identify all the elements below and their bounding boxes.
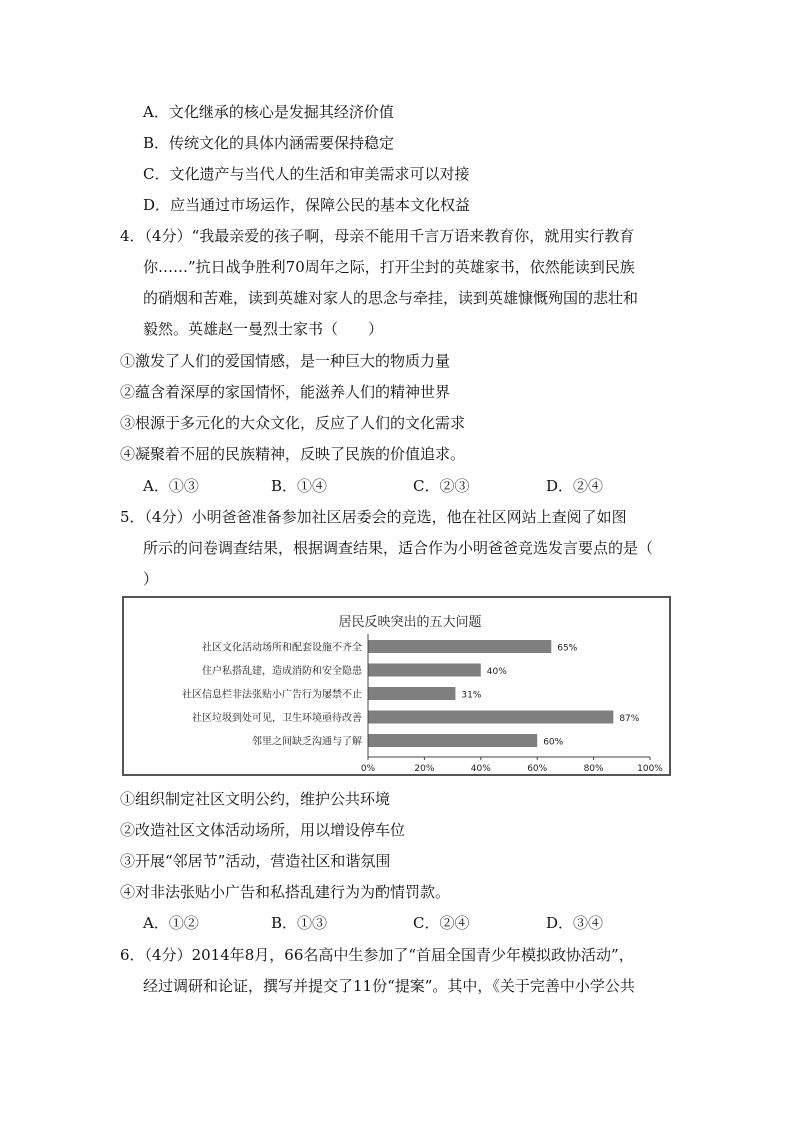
q4-option-d: D．②④: [546, 477, 604, 495]
x-tick-label: 40%: [470, 764, 491, 774]
q4-stem-line-2: 你……”抗日战争胜利70周年之际，打开尘封的英雄家书，依然能读到民族: [143, 258, 635, 276]
q5-option-c: C．②④: [413, 914, 470, 932]
survey-bar-chart: [122, 596, 671, 776]
category-label: 邻里之间缺乏沟通与了解: [252, 736, 362, 748]
q5-stem-line-3: ）: [143, 570, 159, 588]
bar-value-label: 87%: [619, 714, 640, 724]
bar-value-label: 40%: [486, 667, 507, 677]
q5-statement-3: ③开展“邻居节”活动，营造社区和谐氛围: [120, 852, 391, 870]
x-tick-label: 100%: [637, 764, 663, 774]
q5-stem-line-1: 5．（4分）小明爸爸准备参加社区居委会的竞选，他在社区网站上查阅了如图: [120, 508, 627, 526]
bar: [368, 640, 551, 653]
category-label: 住户私搭乱建，造成消防和安全隐患: [202, 666, 362, 677]
q3-option-c: C．文化遗产与当代人的生活和审美需求可以对接: [143, 165, 470, 183]
q4-statement-4: ④凝聚着不屈的民族精神，反映了民族的价值追求。: [120, 445, 466, 463]
q5-options: [143, 913, 703, 933]
q4-statement-2: ②蕴含着深厚的家国情怀，能滋养人们的精神世界: [120, 383, 451, 401]
q5-statement-2: ②改造社区文体活动场所，用以增设停车位: [120, 821, 406, 839]
bar-value-label: 65%: [557, 643, 578, 654]
q4-options: [143, 476, 703, 496]
q4-stem-line-4: 毅然。英雄赵一曼烈士家书（ ）: [143, 320, 384, 338]
q4-option-b: B．①④: [271, 477, 328, 495]
q4-stem-line-1: 4．（4分）“我最亲爱的孩子啊，母亲不能用千言万语来教育你，就用实行教育: [120, 227, 635, 245]
q4-option-c: C．②③: [413, 477, 470, 495]
q5-option-b: B．①③: [271, 914, 328, 932]
q5-statement-1: ①组织制定社区文明公约，维护公共环境: [120, 790, 391, 808]
q5-stem-line-2: 所示的问卷调查结果，根据调查结果，适合作为小明爸爸竞选发言要点的是（: [143, 539, 654, 557]
q6-stem-line-1: 6．（4分）2014年8月，66名高中生参加了“首届全国青少年模拟政协活动”，: [120, 946, 634, 964]
bar: [368, 711, 613, 724]
chart-svg: [124, 598, 669, 774]
q5-option-a: A．①②: [143, 914, 199, 932]
chart-title: 居民反映突出的五大问题: [338, 615, 482, 630]
category-label: 社区信息栏非法张贴小广告行为屡禁不止: [182, 689, 362, 701]
q4-statement-3: ③根源于多元化的大众文化，反应了人们的文化需求: [120, 414, 466, 432]
bar: [368, 687, 455, 700]
bar: [368, 734, 537, 747]
bar-value-label: 31%: [461, 690, 482, 701]
q3-option-d: D．应当通过市场运作，保障公民的基本文化权益: [143, 196, 471, 214]
category-label: 社区垃圾到处可见，卫生环境亟待改善: [192, 713, 362, 724]
bar: [368, 664, 481, 677]
category-label: 社区文化活动场所和配套设施不齐全: [202, 642, 362, 654]
bar-value-label: 60%: [543, 737, 564, 748]
x-tick-label: 80%: [583, 764, 604, 774]
q5-option-d: D．③④: [546, 914, 604, 932]
x-tick-label: 0%: [360, 764, 376, 774]
x-tick-label: 60%: [527, 764, 548, 774]
x-tick-label: 20%: [414, 764, 435, 774]
q6-stem-line-2: 经过调研和论证，撰写并提交了11份“提案”。其中，《关于完善中小学公共: [143, 977, 635, 995]
q3-option-b: B．传统文化的具体内涵需要保持稳定: [143, 134, 395, 152]
q5-statement-4: ④对非法张贴小广告和私搭乱建行为为酌情罚款。: [120, 883, 451, 901]
q4-option-a: A．①③: [143, 477, 199, 495]
q4-statement-1: ①激发了人们的爱国情感，是一种巨大的物质力量: [120, 352, 451, 370]
q4-stem-line-3: 的硝烟和苦难，读到英雄对家人的思念与牵挂，读到英雄慷慨殉国的悲壮和: [143, 289, 639, 307]
q3-option-a: A．文化继承的核心是发掘其经济价值: [143, 103, 394, 121]
